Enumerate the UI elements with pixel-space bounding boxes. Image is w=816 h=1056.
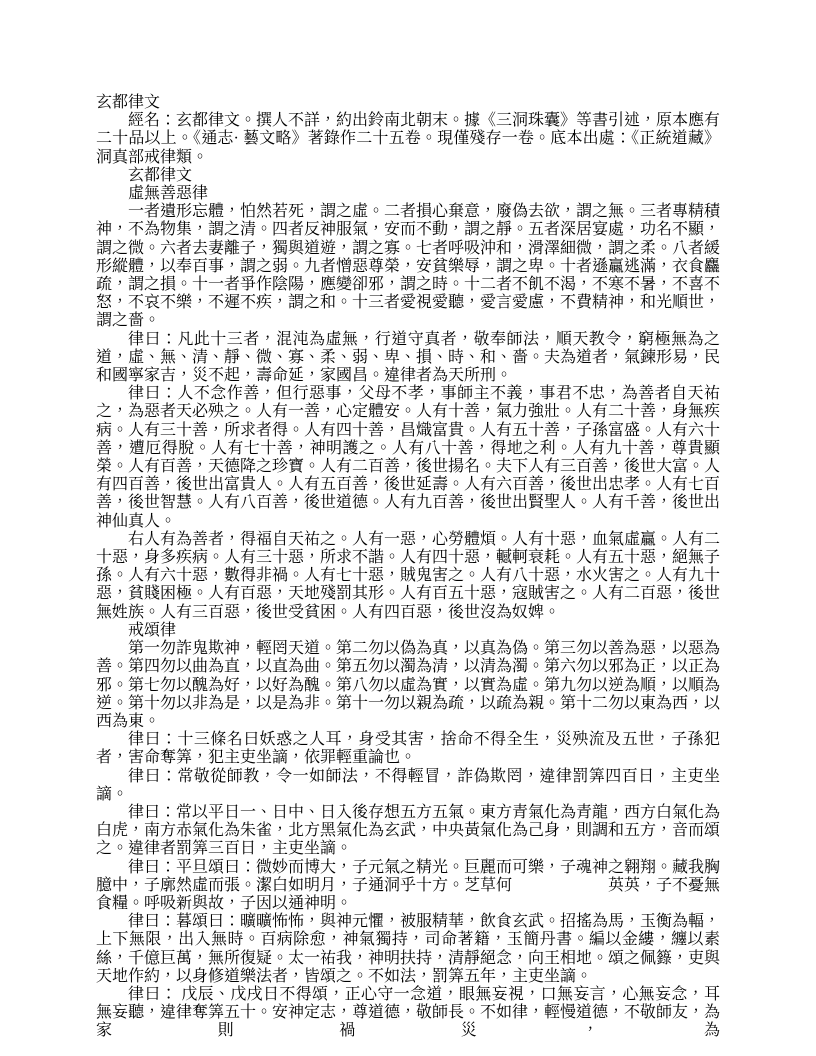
paragraph: 一者遺形忘體，怕然若死，謂之虛。二者損心棄意，廢偽去欲，謂之無。三者專精積神，不為物集，謂之清。四者反神服氣，安而不動，謂之靜。五者深居宴處，功名不顯，謂之微。六者去妻離子，獨與道遊，謂之寡。七者呼吸沖和，滑澤細微，謂之柔。八者緩形縱體，以奉百事，謂之弱。九者憎惡尊榮，安貧樂辱，謂之卑。十者遜贏逃滿，衣食麤疏，謂之損。十一者爭作陰陽，應變卻邪，謂之時。十二者不飢不渴，不寒不暑，不喜不怒，不哀不樂，不遲不疾，謂之和。十三者愛視愛聽，愛言愛慮，不費精神，和光順世，謂之嗇。 xyxy=(96,203,721,330)
paragraph: 律曰：人不念作善，但行惡事，父母不孝，事師主不義，事君不忠，為善者自天祐之，為惡者天必殃之。人有一善，心定體安。人有十善，氣力強壯。人有二十善，身無疾病。人有三十善，所求者得。人有四十善，昌熾富貴。人有五十善，子孫富盛。人有六十善，遭厄得脫。人有七十善，神明護之。人有八十善，得地之利。人有九十善，尊貴顯榮。人有百善，天德降之珍寶。人有二百善，後世揚名。夫下人有三百善，後世大富。人有四百善，後世出富貴人。人有五百善，後世延壽。人有六百善，後世出忠孝。人有七百善，後世智慧。人有八百善，後世道德。人有九百善，後世出賢聖人。人有千善，後世出神仙真人。 xyxy=(96,385,721,530)
paragraph: 玄都律文 xyxy=(96,94,161,111)
paragraph: 戒頌律 xyxy=(128,621,177,639)
paragraph: 律曰：常敬從師教，令一如師法，不得輕冒，詐偽欺罔，違律罰筭四百日，主吏坐謫。 xyxy=(96,767,720,803)
paragraph: 右人有為善者，得福自天祐之。人有一惡，心勞體煩。人有十惡，血氣虛贏。人有二十惡，身多疾病。人有三十惡，所求不諧。人有四十惡，轗軻衰耗。人有五十惡，絕無子孫。人有六十惡，數得非禍。人有七十惡，賊鬼害之。人有八十惡，水火害之。人有九十惡，貧賤困極。人有百惡，天地殘罰其形。人有百五十惡，寇賊害之。人有二百惡，後世無姓族。人有三百惡，後世受貧困。人有四百惡，後世沒為奴婢。 xyxy=(96,530,721,621)
paragraph: 律曰：凡此十三者，混沌為虛無，行道守真者，敬奉師法，順天教令，窮極無為之道，虛、無、清、靜、微、寡、柔、弱、卑、損、時、和、嗇。夫為道者，氣鍊形易，民和國寧家吉，災不起，壽命延，家國昌。違律者為天所刑。 xyxy=(96,330,721,385)
paragraph: 經名：玄都律文。撰人不詳，約出鈴南北朝末。據《三洞珠囊》等書引述，原本應有二十品以上。《通志· 藝文略》著錄作二十五卷。現僅殘存一卷。底本出處：《正統道藏》洞真部戒律類。 xyxy=(96,112,721,166)
paragraph: 虛無善惡律 xyxy=(128,185,209,203)
document-body xyxy=(96,94,720,1041)
paragraph: 律曰：平旦頌曰：微妙而博大，子元氣之精光。巨麗而可樂，子魂神之翱翔。藏我胸臆中，子廓然虛而張。潔白如明月，子通洞乎十方。芝草何 英英，子不憂無食糧。呼吸新與故，子因以通神明。 xyxy=(96,858,721,912)
paragraph: 律曰：常以平日一、日中、日入後存想五方五氣。東方青氣化為青龍，西方白氣化為白虎，南方赤氣化為朱雀，北方黑氣化為玄武，中央黃氣化為己身，則調和五方，音而頌之。違律者罰筭三百日，主吏坐謫。 xyxy=(96,803,721,858)
paragraph: 第一勿詐鬼欺神，輕罔天道。第二勿以偽為真，以真為偽。第三勿以善為惡，以惡為善。第四勿以曲為直，以直為曲。第五勿以濁為清，以清為濁。第六勿以邪為正，以正為邪。第七勿以醜為好，以好為醜。第八勿以虛為實，以實為虛。第九勿以逆為順，以順為逆。第十勿以非為是，以是為非。第十一勿以親為疏，以疏為親。第十二勿以東為西，以西為東。 xyxy=(96,640,721,730)
paragraph: 律曰：暮頌曰：曠曠怖怖，與神元懼，被服精華，飲食玄武。招搖為馬，玉衡為輻，上下無限，出入無時。百病除愈，神氣獨持，司命著籍，玉簡丹書。編以金縷，纏以素絲，千億巨萬，無所復疑。太一祐我，神明扶持，清靜絕念，向王相地。頌之佩籙，吏與天地作約，以身修道樂法者，皆頌之。不如法，罰筭五年，主吏坐謫。 xyxy=(96,913,721,985)
paragraph: 玄都律文 xyxy=(128,166,193,184)
paragraph: 律曰：十三條名曰妖惑之人耳，身受其害，捨命不得全生，災殃流及五世，子孫犯者，害命奪筭，犯主吏坐謫，依罪輕重論也。 xyxy=(96,731,720,767)
paragraph: 律曰： 戊辰、戊戌日不得頌，正心守一念道，眼無妄視，口無妄言，心無妄念，耳無妄聽，違律奪筭五十。安神定志，尊道德，敬師長。不如律，輕慢道德，不敬師友，為家則禍災，為 xyxy=(96,985,721,1040)
